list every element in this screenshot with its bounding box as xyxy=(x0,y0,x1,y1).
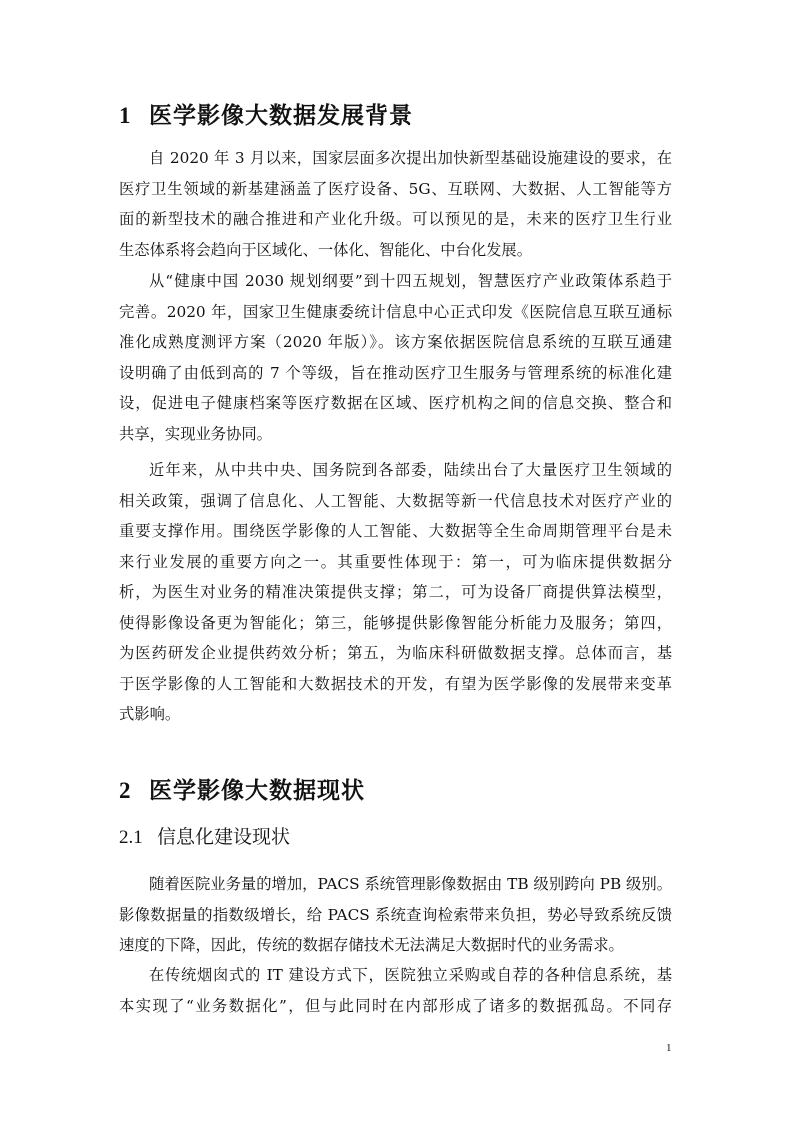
text-line: 生态体系将会趋向于区域化、一体化、智能化、中台化发展。 xyxy=(119,240,533,259)
text-line: 设，促进电子健康档案等医疗数据在区域、医疗机构之间的信息交换、整合和 xyxy=(119,394,672,412)
text-line: 完善。2020 年，国家卫生健康委统计信息中心正式印发《医院信息互联互通标 xyxy=(119,302,672,321)
text-line: 近年来，从中共中央、国务院到各部委，陆续出台了大量医疗卫生领域的 xyxy=(149,461,672,479)
paragraph xyxy=(119,143,672,265)
text-line: 析，为医生对业务的精准决策提供支撑；第二，可为设备厂商提供算法模型， xyxy=(119,583,672,601)
text-line: 相关政策，强调了信息化、人工智能、大数据等新一代信息技术对医疗产业的 xyxy=(119,491,672,510)
text-line: 面的新型技术的融合推进和产业化升级。可以预见的是，未来的医疗卫生行业 xyxy=(119,210,672,228)
section-heading-2 xyxy=(119,772,365,805)
paragraph xyxy=(119,869,672,961)
text-line: 式影响。 xyxy=(119,705,181,723)
text-line: 共享，实现业务协同。 xyxy=(119,424,272,443)
text-line: 重要支撑作用。围绕医学影像的人工智能、大数据等全生命周期管理平台是未 xyxy=(119,522,672,540)
text-line: 本实现了“业务数据化”，但与此同时在内部形成了诸多的数据孤岛。不同存 xyxy=(119,996,672,1015)
section-number: 1 xyxy=(119,103,132,128)
section-heading-1 xyxy=(119,97,413,130)
section-title: 医学影像大数据发展背景 xyxy=(149,103,413,129)
section-number: 2 xyxy=(119,778,132,803)
text-line: 速度的下降，因此，传统的数据存储技术无法满足大数据时代的业务需求。 xyxy=(119,936,624,954)
text-line: 自 2020 年 3 月以来，国家层面多次提出加快新型基础设施建设的要求，在 xyxy=(149,149,672,167)
text-line: 设明确了由低到高的 7 个等级，旨在推动医疗卫生服务与管理系统的标准化建 xyxy=(119,363,672,382)
text-line: 为医药研发企业提供药效分析；第五，为临床科研做数据支撑。总体而言，基 xyxy=(119,644,672,662)
text-line: 于医学影像的人工智能和大数据技术的开发，有望为医学影像的发展带来变革 xyxy=(119,674,672,693)
text-line: 准化成熟度测评方案（2020 年版）》。该方案依据医院信息系统的互联互通建 xyxy=(119,333,672,351)
section-title: 医学影像大数据现状 xyxy=(149,778,365,804)
text-line: 来行业发展的重要方向之一。其重要性体现于：第一，可为临床提供数据分 xyxy=(119,552,672,571)
paragraph xyxy=(119,455,672,730)
paragraph xyxy=(119,960,672,1021)
paragraph xyxy=(119,266,672,449)
subsection-number: 2.1 xyxy=(119,827,143,848)
text-line: 从“健康中国 2030 规划纲要”到十四五规划，智慧医疗产业政策体系趋于 xyxy=(149,272,672,290)
text-line: 医疗卫生领域的新基建涵盖了医疗设备、5G、互联网、大数据、人工智能等方 xyxy=(119,179,672,198)
page-number: 1 xyxy=(666,1042,672,1054)
text-line: 影像数据量的指数级增长，给 PACS 系统查询检索带来负担，势必导致系统反馈 xyxy=(119,905,672,924)
subsection-heading-2-1 xyxy=(119,822,290,849)
subsection-title: 信息化建设现状 xyxy=(157,826,291,848)
text-line: 随着医院业务量的增加，PACS 系统管理影像数据由 TB 级别跨向 PB 级别。 xyxy=(149,875,672,893)
text-line: 在传统烟囱式的 IT 建设方式下，医院独立采购或自荐的各种信息系统，基 xyxy=(149,966,672,984)
text-line: 使得影像设备更为智能化；第三，能够提供影像智能分析能力及服务；第四， xyxy=(119,613,672,632)
